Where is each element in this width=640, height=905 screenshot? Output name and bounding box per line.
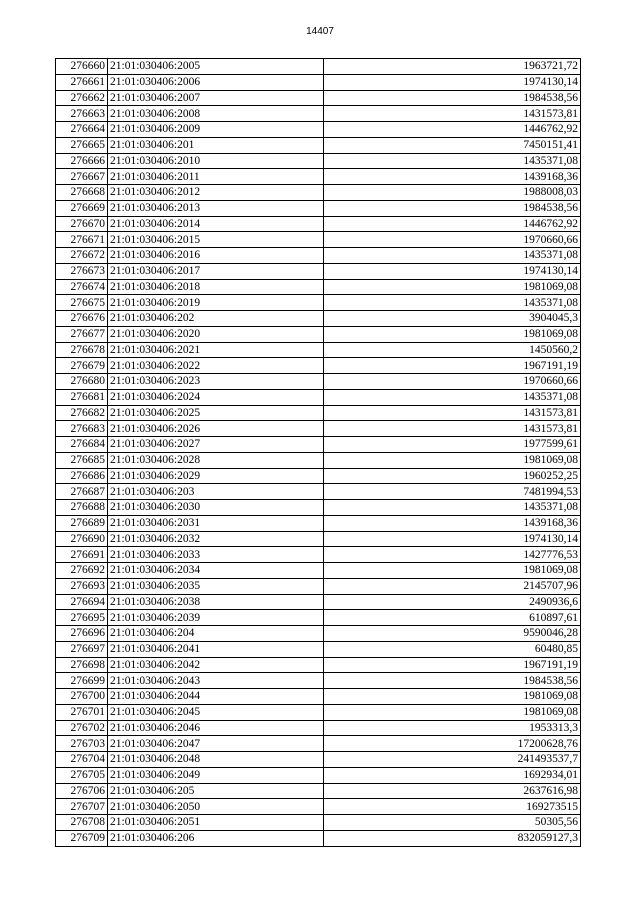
table-row	[56, 248, 581, 264]
table-row	[56, 641, 581, 657]
cadastral-number-cell: 21:01:030406:2045	[108, 704, 324, 720]
table-row	[56, 389, 581, 405]
table-body	[56, 59, 581, 847]
table-row	[56, 295, 581, 311]
table-row	[56, 90, 581, 106]
row-id-cell: 276692	[56, 563, 108, 579]
cadastral-number-cell: 21:01:030406:2008	[108, 106, 324, 122]
row-id-cell: 276660	[56, 59, 108, 75]
cadastral-number-cell: 21:01:030406:202	[108, 311, 324, 327]
cadastral-number-cell: 21:01:030406:2012	[108, 185, 324, 201]
cadastral-value-cell: 1427776,53	[324, 547, 581, 563]
row-id-cell: 276698	[56, 657, 108, 673]
cadastral-number-cell: 21:01:030406:2022	[108, 358, 324, 374]
cadastral-value-cell: 1960252,25	[324, 468, 581, 484]
cadastral-value-cell: 1431573,81	[324, 106, 581, 122]
cadastral-number-cell: 21:01:030406:204	[108, 626, 324, 642]
table-row	[56, 374, 581, 390]
cadastral-number-cell: 21:01:030406:206	[108, 830, 324, 846]
table-row	[56, 799, 581, 815]
table-row	[56, 736, 581, 752]
cadastral-value-cell: 1981069,08	[324, 452, 581, 468]
table-row	[56, 437, 581, 453]
row-id-cell: 276665	[56, 137, 108, 153]
table-row	[56, 279, 581, 295]
cadastral-number-cell: 21:01:030406:2026	[108, 421, 324, 437]
cadastral-value-cell: 1692934,01	[324, 767, 581, 783]
row-id-cell: 276675	[56, 295, 108, 311]
row-id-cell: 276680	[56, 374, 108, 390]
cadastral-value-cell: 1967191,19	[324, 657, 581, 673]
table-row	[56, 452, 581, 468]
row-id-cell: 276693	[56, 578, 108, 594]
row-id-cell: 276705	[56, 767, 108, 783]
cadastral-value-cell: 1435371,08	[324, 295, 581, 311]
row-id-cell: 276681	[56, 389, 108, 405]
cadastral-value-cell: 1953313,3	[324, 720, 581, 736]
table-row	[56, 500, 581, 516]
table-row	[56, 263, 581, 279]
cadastral-value-cell: 1435371,08	[324, 153, 581, 169]
cadastral-number-cell: 21:01:030406:2020	[108, 326, 324, 342]
cadastral-number-cell: 21:01:030406:2051	[108, 815, 324, 831]
cadastral-number-cell: 21:01:030406:2043	[108, 673, 324, 689]
row-id-cell: 276700	[56, 689, 108, 705]
row-id-cell: 276709	[56, 830, 108, 846]
cadastral-value-cell: 1970660,66	[324, 374, 581, 390]
row-id-cell: 276663	[56, 106, 108, 122]
table-row	[56, 421, 581, 437]
cadastral-value-cell: 1981069,08	[324, 326, 581, 342]
table-row	[56, 830, 581, 846]
row-id-cell: 276691	[56, 547, 108, 563]
row-id-cell: 276673	[56, 263, 108, 279]
table-row	[56, 626, 581, 642]
table-row	[56, 185, 581, 201]
row-id-cell: 276685	[56, 452, 108, 468]
cadastral-value-cell: 9590046,28	[324, 626, 581, 642]
cadastral-value-cell: 3904045,3	[324, 311, 581, 327]
row-id-cell: 276695	[56, 610, 108, 626]
cadastral-value-cell: 1439168,36	[324, 515, 581, 531]
cadastral-value-cell: 60480,85	[324, 641, 581, 657]
table-row	[56, 610, 581, 626]
cadastral-number-cell: 21:01:030406:2042	[108, 657, 324, 673]
cadastral-value-cell: 1963721,72	[324, 59, 581, 75]
cadastral-value-cell: 1974130,14	[324, 531, 581, 547]
cadastral-value-cell: 2490936,6	[324, 594, 581, 610]
row-id-cell: 276684	[56, 437, 108, 453]
cadastral-number-cell: 21:01:030406:2034	[108, 563, 324, 579]
cadastral-number-cell: 21:01:030406:2025	[108, 405, 324, 421]
row-id-cell: 276678	[56, 342, 108, 358]
table-row	[56, 563, 581, 579]
cadastral-number-cell: 21:01:030406:2006	[108, 74, 324, 90]
cadastral-value-cell: 1984538,56	[324, 673, 581, 689]
cadastral-value-cell: 169273515	[324, 799, 581, 815]
table-row	[56, 815, 581, 831]
row-id-cell: 276676	[56, 311, 108, 327]
table-row	[56, 106, 581, 122]
cadastral-number-cell: 21:01:030406:2024	[108, 389, 324, 405]
cadastral-number-cell: 21:01:030406:2041	[108, 641, 324, 657]
cadastral-number-cell: 21:01:030406:2031	[108, 515, 324, 531]
table-row	[56, 342, 581, 358]
cadastral-number-cell: 21:01:030406:2039	[108, 610, 324, 626]
table-row	[56, 59, 581, 75]
table-row	[56, 232, 581, 248]
table-row	[56, 405, 581, 421]
row-id-cell: 276669	[56, 200, 108, 216]
cadastral-value-cell: 1431573,81	[324, 405, 581, 421]
table-row	[56, 531, 581, 547]
cadastral-value-cell: 1450560,2	[324, 342, 581, 358]
cadastral-value-cell: 17200628,76	[324, 736, 581, 752]
cadastral-value-cell: 1981069,08	[324, 279, 581, 295]
page-number: 14407	[306, 26, 334, 37]
cadastral-number-cell: 21:01:030406:2018	[108, 279, 324, 295]
table-row	[56, 200, 581, 216]
cadastral-value-cell: 1988008,03	[324, 185, 581, 201]
table-row	[56, 720, 581, 736]
row-id-cell: 276686	[56, 468, 108, 484]
row-id-cell: 276666	[56, 153, 108, 169]
row-id-cell: 276668	[56, 185, 108, 201]
cadastral-value-cell: 1981069,08	[324, 689, 581, 705]
cadastral-number-cell: 21:01:030406:2005	[108, 59, 324, 75]
row-id-cell: 276699	[56, 673, 108, 689]
table-row	[56, 484, 581, 500]
row-id-cell: 276679	[56, 358, 108, 374]
row-id-cell: 276689	[56, 515, 108, 531]
row-id-cell: 276702	[56, 720, 108, 736]
table-row	[56, 326, 581, 342]
cadastral-number-cell: 21:01:030406:2046	[108, 720, 324, 736]
table-row	[56, 311, 581, 327]
cadastral-number-cell: 21:01:030406:2050	[108, 799, 324, 815]
row-id-cell: 276677	[56, 326, 108, 342]
cadastral-value-cell: 1435371,08	[324, 389, 581, 405]
cadastral-number-cell: 21:01:030406:2017	[108, 263, 324, 279]
row-id-cell: 276661	[56, 74, 108, 90]
cadastral-number-cell: 21:01:030406:2013	[108, 200, 324, 216]
cadastral-number-cell: 21:01:030406:2044	[108, 689, 324, 705]
cadastral-value-cell: 1967191,19	[324, 358, 581, 374]
row-id-cell: 276671	[56, 232, 108, 248]
row-id-cell: 276694	[56, 594, 108, 610]
table-row	[56, 74, 581, 90]
cadastral-number-cell: 21:01:030406:205	[108, 783, 324, 799]
cadastral-value-cell: 1435371,08	[324, 248, 581, 264]
table-row	[56, 689, 581, 705]
row-id-cell: 276708	[56, 815, 108, 831]
cadastral-number-cell: 21:01:030406:2038	[108, 594, 324, 610]
cadastral-value-cell: 610897,61	[324, 610, 581, 626]
row-id-cell: 276701	[56, 704, 108, 720]
cadastral-number-cell: 21:01:030406:2011	[108, 169, 324, 185]
table-row	[56, 578, 581, 594]
cadastral-number-cell: 21:01:030406:2028	[108, 452, 324, 468]
table-row	[56, 515, 581, 531]
cadastral-number-cell: 21:01:030406:2048	[108, 752, 324, 768]
cadastral-number-cell: 21:01:030406:2032	[108, 531, 324, 547]
table-row	[56, 547, 581, 563]
cadastral-number-cell: 21:01:030406:2007	[108, 90, 324, 106]
cadastral-number-cell: 21:01:030406:2029	[108, 468, 324, 484]
table-row	[56, 704, 581, 720]
row-id-cell: 276687	[56, 484, 108, 500]
cadastral-number-cell: 21:01:030406:201	[108, 137, 324, 153]
cadastral-value-cell: 2637616,98	[324, 783, 581, 799]
cadastral-value-cell: 1977599,61	[324, 437, 581, 453]
cadastral-value-cell: 7450151,41	[324, 137, 581, 153]
cadastral-value-table	[55, 58, 581, 847]
cadastral-number-cell: 21:01:030406:2027	[108, 437, 324, 453]
cadastral-number-cell: 21:01:030406:2009	[108, 122, 324, 138]
row-id-cell: 276704	[56, 752, 108, 768]
cadastral-number-cell: 21:01:030406:2030	[108, 500, 324, 516]
cadastral-value-cell: 1439168,36	[324, 169, 581, 185]
table-row	[56, 673, 581, 689]
row-id-cell: 276706	[56, 783, 108, 799]
cadastral-value-cell: 1431573,81	[324, 421, 581, 437]
cadastral-number-cell: 21:01:030406:2023	[108, 374, 324, 390]
table-row	[56, 358, 581, 374]
cadastral-value-cell: 50305,56	[324, 815, 581, 831]
cadastral-value-cell: 2145707,96	[324, 578, 581, 594]
cadastral-value-cell: 1984538,56	[324, 200, 581, 216]
table-row	[56, 594, 581, 610]
cadastral-number-cell: 21:01:030406:2035	[108, 578, 324, 594]
cadastral-value-cell: 1435371,08	[324, 500, 581, 516]
cadastral-value-cell: 1981069,08	[324, 704, 581, 720]
row-id-cell: 276683	[56, 421, 108, 437]
table-row	[56, 783, 581, 799]
row-id-cell: 276703	[56, 736, 108, 752]
row-id-cell: 276667	[56, 169, 108, 185]
cadastral-value-cell: 1974130,14	[324, 263, 581, 279]
cadastral-number-cell: 21:01:030406:2047	[108, 736, 324, 752]
row-id-cell: 276682	[56, 405, 108, 421]
row-id-cell: 276670	[56, 216, 108, 232]
cadastral-value-cell: 1984538,56	[324, 90, 581, 106]
table-row	[56, 153, 581, 169]
row-id-cell: 276664	[56, 122, 108, 138]
row-id-cell: 276674	[56, 279, 108, 295]
cadastral-number-cell: 21:01:030406:2015	[108, 232, 324, 248]
table-row	[56, 767, 581, 783]
row-id-cell: 276688	[56, 500, 108, 516]
table-row	[56, 752, 581, 768]
row-id-cell: 276696	[56, 626, 108, 642]
cadastral-number-cell: 21:01:030406:2014	[108, 216, 324, 232]
cadastral-number-cell: 21:01:030406:2019	[108, 295, 324, 311]
cadastral-value-cell: 1970660,66	[324, 232, 581, 248]
cadastral-value-cell: 1446762,92	[324, 122, 581, 138]
row-id-cell: 276697	[56, 641, 108, 657]
cadastral-number-cell: 21:01:030406:2021	[108, 342, 324, 358]
table-row	[56, 169, 581, 185]
row-id-cell: 276662	[56, 90, 108, 106]
row-id-cell: 276690	[56, 531, 108, 547]
table-row	[56, 657, 581, 673]
table-row	[56, 122, 581, 138]
cadastral-number-cell: 21:01:030406:2010	[108, 153, 324, 169]
table-row	[56, 468, 581, 484]
row-id-cell: 276707	[56, 799, 108, 815]
cadastral-number-cell: 21:01:030406:2033	[108, 547, 324, 563]
cadastral-number-cell: 21:01:030406:2049	[108, 767, 324, 783]
cadastral-value-cell: 832059127,3	[324, 830, 581, 846]
cadastral-number-cell: 21:01:030406:2016	[108, 248, 324, 264]
table-row	[56, 137, 581, 153]
row-id-cell: 276672	[56, 248, 108, 264]
table-row	[56, 216, 581, 232]
cadastral-value-cell: 1974130,14	[324, 74, 581, 90]
cadastral-number-cell: 21:01:030406:203	[108, 484, 324, 500]
cadastral-value-cell: 1446762,92	[324, 216, 581, 232]
cadastral-value-cell: 1981069,08	[324, 563, 581, 579]
cadastral-value-cell: 241493537,7	[324, 752, 581, 768]
cadastral-value-cell: 7481994,53	[324, 484, 581, 500]
